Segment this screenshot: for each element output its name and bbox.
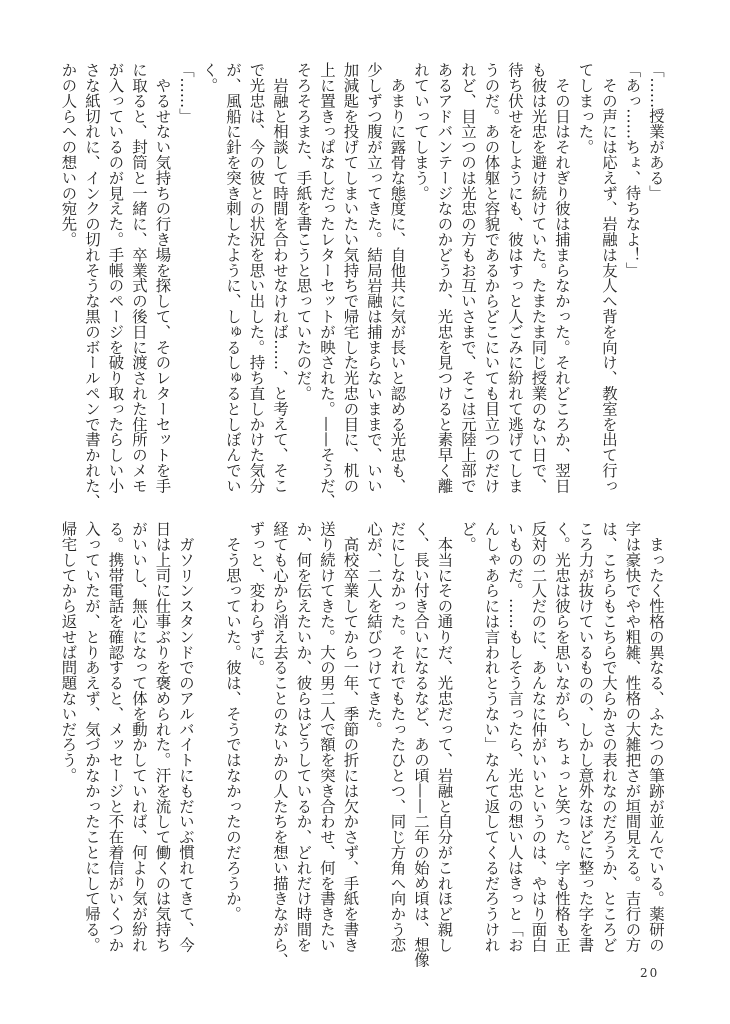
text-column: その日はそれぎり彼は捕まらなかった。それどころか、翌日 [553, 62, 571, 494]
text-column: 「……授業がある」 [647, 62, 665, 201]
text-column: いものだ。……もしそう言ったら、光忠の想い人はきっと「お [506, 521, 524, 953]
text-column: 入っていたが、とりあえず、気づかなかったことにして帰る。 [83, 521, 101, 953]
text-column: 心が、二人を結びつけてきた。 [365, 521, 383, 737]
text-column: てしまった。 [576, 62, 595, 155]
text-column: うのだ。あの体躯と容貌であるからどこにいても目立つのだけ [482, 62, 501, 494]
text-column: か、何を伝えたいか、彼らはどうしているか、どれだけ時間を [294, 521, 313, 953]
text-column: やるせない気持ちの行き場を探して、そのレターセットを手 [153, 62, 172, 494]
text-column: 加減匙を投げてしまいたい気持ちで帰宅した光忠の目に、机の [341, 62, 360, 494]
text-column: 反対の二人だのに、あんなに仲がいいというのは、やはり面白 [529, 521, 548, 953]
text-column: 「……」 [177, 62, 195, 124]
text-column: ころ力が抜けているものの、しかし意外なほどに整った字を書 [576, 521, 595, 953]
text-column: く。 [200, 62, 219, 93]
text-column: 送り続けてきた。大の男二人で額を突き合わせ、何を書きたい [318, 521, 336, 953]
text-column: 待ち伏せをしようにも、彼はすっと人ごみに紛れて逃げてしま [506, 62, 524, 494]
text-column: んしゃあらには言われとうない」なんて返してくるだろうけれ [482, 521, 501, 953]
text-column: に取ると、封筒と一緒に、卒業式の後日に渡された住所のメモ [130, 62, 148, 494]
text-column: 上に置きっぱなしだったレターセットが映された。——そうだ、 [318, 62, 336, 509]
text-column: 少しずつ腹が立ってきた。結局岩融は捕まらないままで、いい [365, 62, 383, 494]
text-column: 経ても心から消え去ることのないかの人たちを想い描きながら、 [271, 521, 289, 968]
text-column: も彼は光忠を避け続けていた。たまたま同じ授業のない日で、 [529, 62, 548, 494]
text-column: が入っているのが見えた。手帳のページを破り取ったらしい小 [106, 62, 125, 494]
page-number: 20 [640, 966, 660, 980]
text-column: ど。 [459, 521, 477, 552]
text-column: あるアドバンテージなのかどうか、光忠を見つけると素早く離 [435, 62, 454, 494]
text-column: あまりに露骨な態度に、自他共に気が長いと認める光忠も、 [388, 62, 407, 494]
text-column: る。携帯電話を確認すると、メッセージと不在着信がいくつか [106, 521, 125, 953]
text-column: そろそろまた、手紙を書こうと思っていたのだ。 [294, 62, 313, 401]
text-column: れていってしまう。 [412, 62, 430, 201]
text-column: れど、目立つのは光忠の方もお互いさまで、そこは元陸上部で [459, 62, 477, 494]
text-column: その声には応えず、岩融は友人へ背を向け、教室を出て行っ [600, 62, 618, 494]
text-column [197, 521, 221, 966]
text-column: まったく性格の異なる、ふたつの筆跡が並んでいる。薬研の [647, 521, 665, 953]
text-column: さな紙切れに、インクの切れそうな黒のボールペンで書かれた、 [83, 62, 101, 509]
text-column: そう思っていた。彼は、そうではなかったのだろうか。 [224, 521, 242, 922]
text-column: 日は上司に仕事ぶりを褒められた。汗を流して働くのは気持ち [153, 521, 172, 953]
text-column: 「あっ……ちょ、待ちなよ！」 [623, 62, 642, 278]
text-column: 岩融と相談して時間を合わせなければ……、と考えて、そこ [271, 62, 289, 494]
text-column: だにしなかった。それでもたったひとつ、同じ方角へ向かう恋 [388, 521, 407, 953]
text-column: かの人らへの想いの宛先。 [59, 62, 78, 247]
text-column: 字は豪快でやや粗雑、性格の大雑把さが垣間見える。吉行の方 [623, 521, 642, 953]
text-column: で光忠は、今の彼との状況を思い出した。持ち直しかけた気分 [247, 62, 266, 494]
text-column: ガソリンスタンドでのアルバイトにもだいぶ慣れてきて、今 [177, 521, 195, 953]
text-column: がいいし、無心になって体を動かしていれば、何より気が紛れ [130, 521, 148, 953]
text-column: 高校卒業してから一年、季節の折には欠かさず、手紙を書き [341, 521, 360, 953]
text-column: 帰宅してから返せば問題ないだろう。 [59, 521, 78, 783]
lower-text-block [55, 521, 667, 966]
upper-text-block [55, 62, 667, 509]
text-column: く、長い付き合いになるなど、あの頃——二年の始め頃は、想像 [412, 521, 430, 968]
text-column: 本当にその通りだ、光忠だって、岩融と自分がこれほど親し [435, 521, 454, 953]
text-column: が、風船に針を突き刺したように、しゅるしゅるとしぼんでい [224, 62, 242, 494]
text-column: ずっと、変わらずに。 [247, 521, 266, 675]
text-column: は、こちらもこちらで大らかさの表れなのだろうか、ところど [600, 521, 618, 953]
text-column: く。光忠は彼らを思いながら、ちょっと笑った。字も性格も正 [553, 521, 571, 953]
